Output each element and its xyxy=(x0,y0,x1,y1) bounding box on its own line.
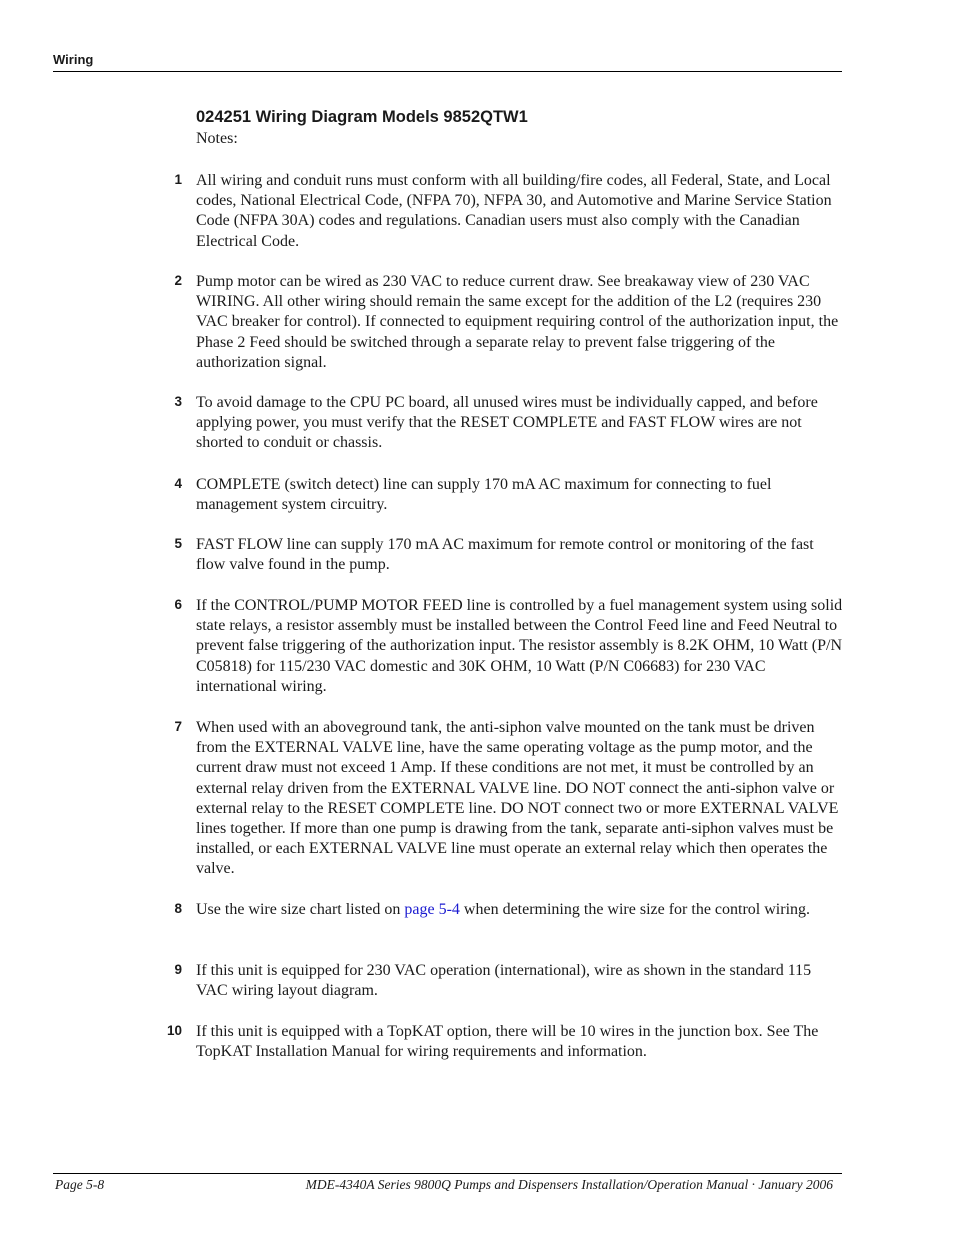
note-number: 5 xyxy=(174,536,182,551)
manual-title: MDE-4340A Series 9800Q Pumps and Dispensers Installation/Operation Manual · January 2006 xyxy=(305,1177,833,1192)
note-text: FAST FLOW line can supply 170 mA AC maximum for remote control or monitoring of the fast flow valve found in the pump. xyxy=(196,536,814,574)
section-header: Wiring xyxy=(53,52,94,67)
note-text: If the CONTROL/PUMP MOTOR FEED line is controlled by a fuel management system using solid state relays, a resistor assembly must be installed between the Control Feed line and Feed Neutral to prevent false triggering of the authorization input. The resistor assembly is 8.2K OHM, 10 Watt (P/N C05818) for 115/230 VAC domestic and 30K OHM, 10 Watt (P/N C06683) for 230 VAC international wiring. xyxy=(196,597,843,695)
note-text: All wiring and conduit runs must conform with all building/fire codes, all Federal, State, and Local codes, National Electrical Code, (NFPA 70), NFPA 30, and Automotive and Marine Service Station Code (NFPA 30A) codes and regulations. Canadian users must also comply with the Canadian Electrical Code. xyxy=(196,172,832,250)
note-number: 3 xyxy=(174,394,182,409)
note-text-after: when determining the wire size for the control wiring. xyxy=(459,901,811,918)
note-number: 2 xyxy=(174,273,182,288)
note-text: If this unit is equipped for 230 VAC operation (international), wire as shown in the standard 115 VAC wiring layout diagram. xyxy=(196,962,812,1000)
note-number: 7 xyxy=(174,719,182,734)
note-text: To avoid damage to the CPU PC board, all unused wires must be individually capped, and before applying power, you must verify that the RESET COMPLETE and FAST FLOW wires are not shorted to conduit or chassis. xyxy=(196,394,818,452)
note-text: If this unit is equipped with a TopKAT option, there will be 10 wires in the junction box. See The TopKAT Installation Manual for wiring requirements and information. xyxy=(196,1023,819,1061)
note-text xyxy=(196,900,844,920)
note-number: 9 xyxy=(174,962,182,977)
note-number: 6 xyxy=(174,597,182,612)
notes-label: Notes: xyxy=(196,130,238,147)
note-number: 1 xyxy=(174,172,182,187)
note-number: 8 xyxy=(174,901,182,916)
note-text: Pump motor can be wired as 230 VAC to reduce current draw. See breakaway view of 230 VAC WIRING. All other wiring should remain the same except for the addition of the L2 (requires 230 VAC breaker for control). If connected to equipment requiring control of the authorization input, the Phase 2 Feed should be switched through a separate relay to prevent false triggering of the authorization signal. xyxy=(196,273,839,371)
page-number: Page 5-8 xyxy=(55,1177,105,1192)
note-text: COMPLETE (switch detect) line can supply 170 mA AC maximum for connecting to fuel management system circuitry. xyxy=(196,476,772,514)
note-text-before: Use the wire size chart listed on xyxy=(196,901,405,918)
page-link[interactable]: page 5-4 xyxy=(404,901,460,918)
page-title: 024251 Wiring Diagram Models 9852QTW1 xyxy=(196,108,528,126)
note-text: When used with an aboveground tank, the anti-siphon valve mounted on the tank must be driven from the EXTERNAL VALVE line, have the same operating voltage as the pump motor, and the current draw must not exceed 1 Amp. If these conditions are not met, it must be controlled by an external relay driven from the EXTERNAL VALVE line. DO NOT connect the anti-siphon valve or external relay to the RESET COMPLETE line. DO NOT connect two or more EXTERNAL VALVE lines together. If more than one pump is drawing from the tank, separate anti-siphon valves must be installed, or each EXTERNAL VALVE line must operate an external relay which then operates the valve. xyxy=(196,719,839,878)
note-number: 4 xyxy=(174,476,182,491)
footer-divider xyxy=(53,1173,842,1174)
header-divider xyxy=(53,71,842,72)
note-number: 10 xyxy=(166,1023,182,1038)
